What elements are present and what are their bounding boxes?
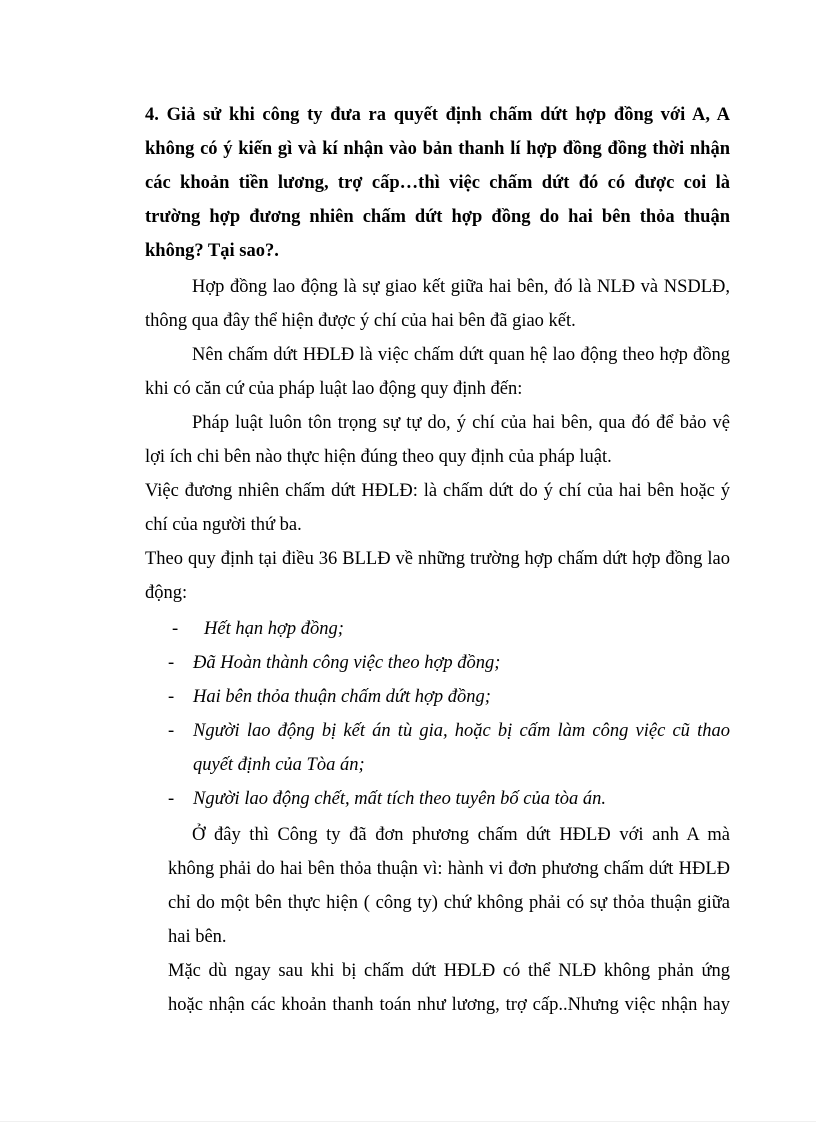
paragraph-line: chí của người thứ ba.: [145, 515, 302, 535]
list-item-text: Người lao động chết, mất tích theo tuyên bố của tòa án.: [193, 789, 607, 809]
list-item-text: Hết hạn hợp đồng;: [204, 619, 344, 639]
paragraph-line: Hợp đồng lao động là sự giao kết giữa hai bên, đó là NLĐ và NSDLĐ,: [192, 277, 730, 297]
paragraph-line: chỉ do một bên thực hiện ( công ty) chứ không phải có sự thỏa thuận giữa: [168, 893, 730, 913]
list-item-text: Hai bên thỏa thuận chấm dứt hợp đồng;: [193, 687, 491, 707]
paragraph-line: hai bên.: [168, 927, 227, 947]
paragraph-line: không phải do hai bên thỏa thuận vì: hành vi đơn phương chấm dứt HĐLĐ: [168, 859, 730, 879]
bullet-dash: -: [168, 721, 175, 741]
bullet-dash: -: [172, 619, 179, 639]
paragraph-line: động:: [145, 583, 188, 603]
paragraph-line: thông qua đây thể hiện được ý chí của hai bên đã giao kết.: [145, 311, 576, 331]
paragraph-line: Ở đây thì Công ty đã đơn phương chấm dứt HĐLĐ với anh A mà: [192, 825, 730, 845]
paragraph-line: lợi ích chi bên nào thực hiện đúng theo quy định của pháp luật.: [145, 447, 612, 467]
question-line: các khoản tiền lương, trợ cấp…thì việc chấm dứt đó có được coi là: [145, 173, 730, 193]
list-item-text: Người lao động bị kết án tù gia, hoặc bị cấm làm công việc cũ thao: [193, 721, 730, 741]
page-bottom-edge: [0, 1121, 816, 1122]
bullet-dash: -: [168, 789, 175, 809]
question-line: 4. Giả sử khi công ty đưa ra quyết định chấm dứt hợp đồng với A, A: [145, 105, 730, 125]
bullet-dash: -: [168, 653, 175, 673]
list-item-text: quyết định của Tòa án;: [193, 755, 365, 775]
paragraph-line: Mặc dù ngay sau khi bị chấm dứt HĐLĐ có thể NLĐ không phản ứng: [168, 961, 730, 981]
paragraph-line: Pháp luật luôn tôn trọng sự tự do, ý chí của hai bên, qua đó để bảo vệ: [192, 413, 730, 433]
question-line: không có ý kiến gì và kí nhận vào bản thanh lí hợp đồng đồng thời nhận: [145, 139, 730, 159]
paragraph-line: hoặc nhận các khoản thanh toán như lương, trợ cấp..Nhưng việc nhận hay: [168, 995, 730, 1015]
paragraph-line: Theo quy định tại điều 36 BLLĐ về những trường hợp chấm dứt hợp đồng lao: [145, 549, 730, 569]
bullet-dash: -: [168, 687, 175, 707]
question-line: không? Tại sao?.: [145, 241, 279, 261]
paragraph-line: khi có căn cứ của pháp luật lao động quy định đến:: [145, 379, 523, 399]
paragraph-line: Việc đương nhiên chấm dứt HĐLĐ: là chấm dứt do ý chí của hai bên hoặc ý: [145, 481, 730, 501]
question-line: trường hợp đương nhiên chấm dứt hợp đồng do hai bên thỏa thuận: [145, 207, 730, 227]
paragraph-line: Nên chấm dứt HĐLĐ là việc chấm dứt quan hệ lao động theo hợp đồng: [192, 345, 730, 365]
list-item-text: Đã Hoàn thành công việc theo hợp đồng;: [193, 653, 501, 673]
